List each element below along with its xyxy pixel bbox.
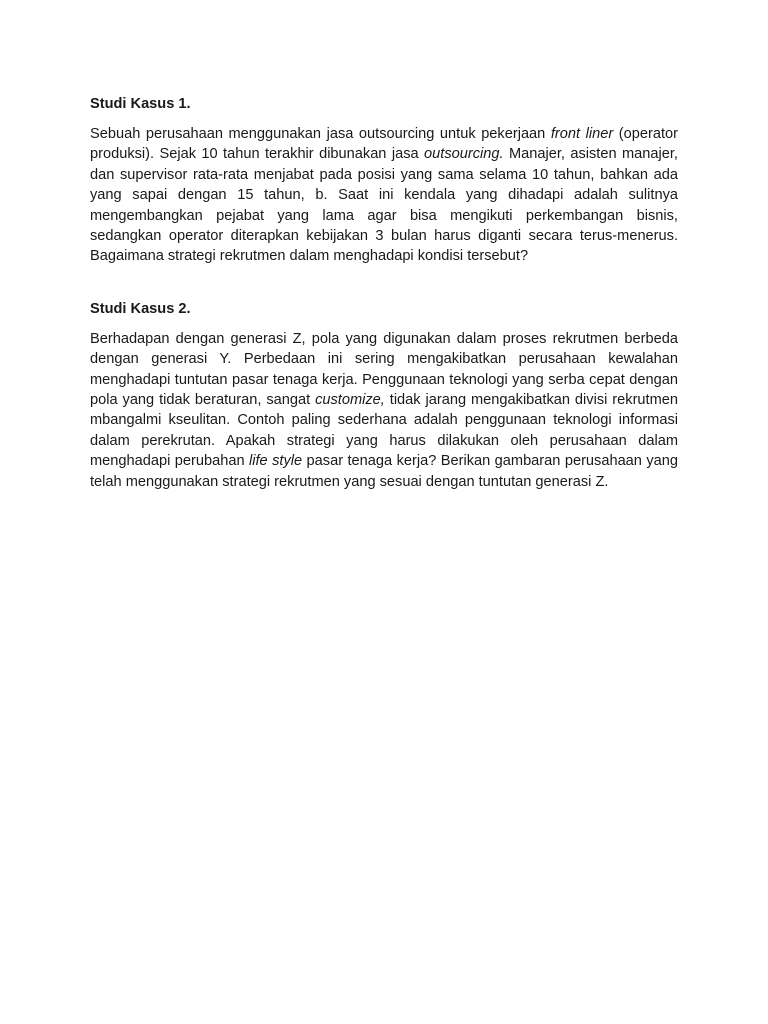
case-2-italic-term: life style: [249, 453, 303, 470]
case-1-text-segment: (operator produksi). Sejak 10 tahun terakhir dibunakan jasa: [90, 126, 678, 163]
case-study-2-heading: Studi Kasus 2.: [90, 300, 191, 317]
case-study-1-body: [90, 124, 678, 267]
case-2-text-segment: pasar tenaga kerja? Berikan gambaran perusahaan yang telah menggunakan strategi rekrutmen yang sesuai dengan tuntutan generasi Z.: [90, 453, 679, 490]
case-1-text-segment: Manajer, asisten manajer, dan supervisor rata-rata menjabat pada posisi yang sama selama 10 tahun, bahkan ada yang sapai dengan 15 tahun, b. Saat ini kendala yang dihadapi adalah sulitnya mengembangkan pejabat yang lama agar bisa mengikuti perkembangan bisnis, sedangkan operator diterapkan kebijakan 3 bulan harus diganti secara terus-menerus. Bagaimana strategi rekrutmen dalam menghadapi kondisi tersebut?: [90, 146, 678, 265]
case-1-text-segment: Sebuah perusahaan menggunakan jasa outsourcing untuk pekerjaan: [90, 126, 551, 142]
case-2-italic-term: customize,: [315, 392, 385, 409]
case-study-2: [90, 299, 678, 492]
case-1-italic-term: front liner: [550, 126, 614, 142]
case-study-2-body: [90, 329, 678, 492]
case-study-1: [90, 94, 678, 267]
case-2-text-segment: tidak jarang mengakibatkan divisi rekrutmen mbangalmi kseulitan. Contoh paling sederhana adalah penggunaan teknologi informasi dalam perekrutan. Apakah strategi yang harus dilakukan oleh perusahaan dalam menghadapi perubahan: [90, 392, 678, 470]
document-page: [90, 94, 678, 492]
case-1-italic-term: outsourcing.: [424, 146, 504, 163]
case-2-text-segment: Berhadapan dengan generasi Z, pola yang digunakan dalam proses rekrutmen berbeda dengan generasi Y. Perbedaan ini sering mengakibatkan perusahaan kewalahan menghadapi tuntutan pasar tenaga kerja. Penggunaan teknologi yang serba cepat dengan pola yang tidak beraturan, sangat: [90, 330, 678, 409]
case-study-1-heading: Studi Kasus 1.: [90, 96, 191, 112]
